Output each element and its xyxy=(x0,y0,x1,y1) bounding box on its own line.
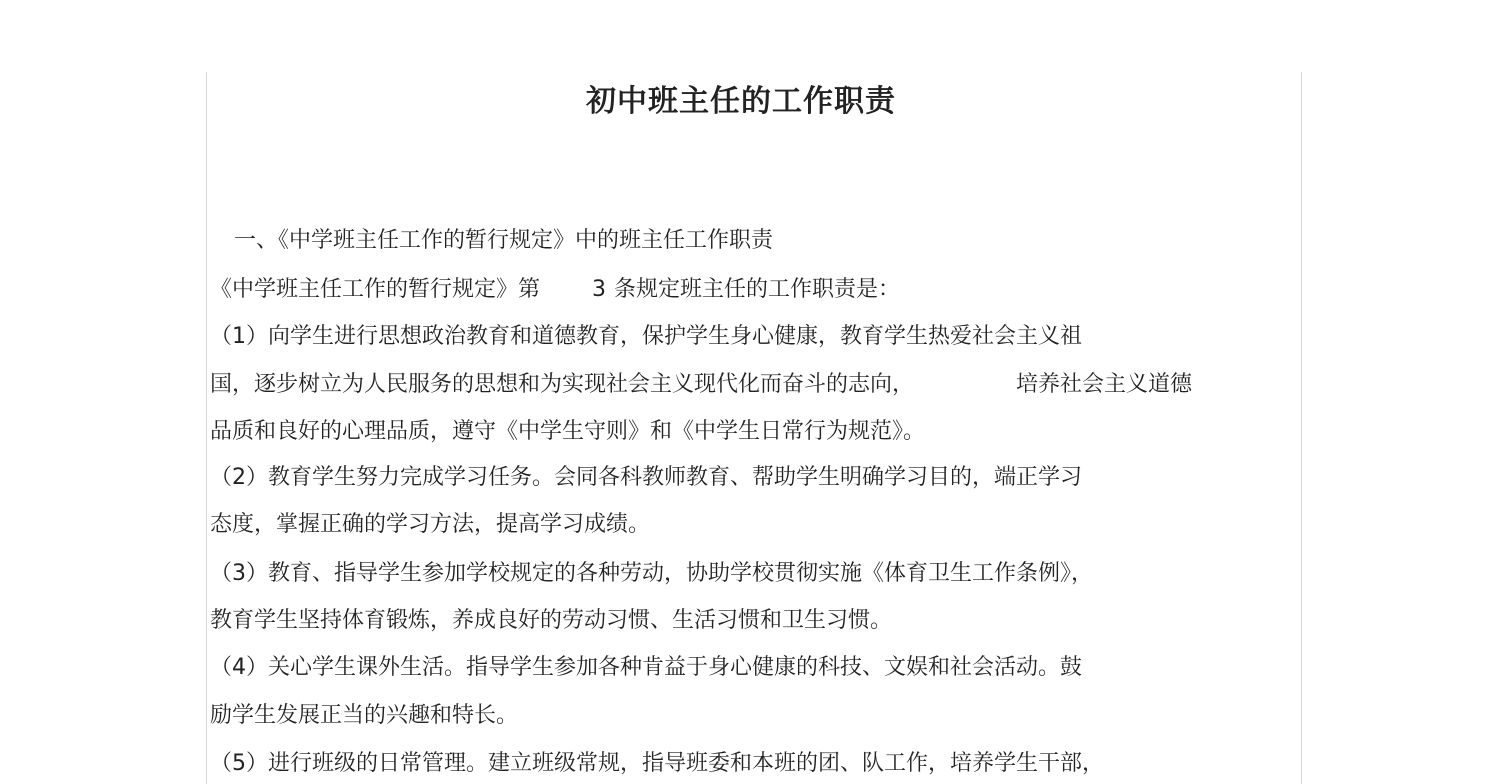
intro-number: 3 xyxy=(592,277,607,302)
document-title: 初中班主任的工作职责 xyxy=(586,84,896,119)
item-5-line-1: （5）进行班级的日常管理。建立班级常规，指导班委和本班的团、队工作，培养学生干部， xyxy=(210,751,1105,776)
item-3-line-1: （3）教育、指导学生参加学校规定的各种劳动，协助学校贯彻实施《体育卫生工作条例》， xyxy=(210,561,1094,586)
item-1-line-3: 品质和良好的心理品质，遵守《中学生守则》和《中学生日常行为规范》。 xyxy=(210,419,926,444)
intro-part2: 条规定班主任的工作职责是： xyxy=(614,277,901,302)
item-2-number: （2） xyxy=(210,465,268,490)
item-1-number: （1） xyxy=(210,324,268,349)
intro-paragraph xyxy=(210,275,900,305)
item-1-line-2-tail: 培养社会主义道德 xyxy=(1016,372,1193,397)
item-1-line-1: （1）向学生进行思想政治教育和道德教育，保护学生身心健康，教育学生热爱社会主义祖 xyxy=(210,324,1083,349)
item-4-line-1: （4）关心学生课外生活。指导学生参加各种肯益于身心健康的科技、文娱和社会活动。鼓 xyxy=(210,655,1083,680)
item-2-line-2: 态度，掌握正确的学习方法，提高学习成绩。 xyxy=(210,512,651,537)
item-4-line-2: 励学生发展正当的兴趣和特长。 xyxy=(210,703,519,728)
section-heading: 一、《中学班主任工作的暂行规定》中的班主任工作职责 xyxy=(234,228,774,253)
item-3-line-2: 教育学生坚持体育锻炼，养成良好的劳动习惯、生活习惯和卫生习惯。 xyxy=(210,608,893,633)
item-1-line-2: 国，逐步树立为人民服务的思想和为实现社会主义现代化而奋斗的志向， 培养社会主义道德 xyxy=(210,372,1193,397)
intro-part1: 《中学班主任工作的暂行规定》第 xyxy=(210,277,541,302)
item-3-number: （3） xyxy=(210,561,268,586)
item-2-line-1: （2）教育学生努力完成学习任务。会同各科教师教育、帮助学生明确学习目的，端正学习 xyxy=(210,465,1083,490)
item-4-number: （4） xyxy=(210,655,268,680)
item-5-number: （5） xyxy=(210,751,268,776)
